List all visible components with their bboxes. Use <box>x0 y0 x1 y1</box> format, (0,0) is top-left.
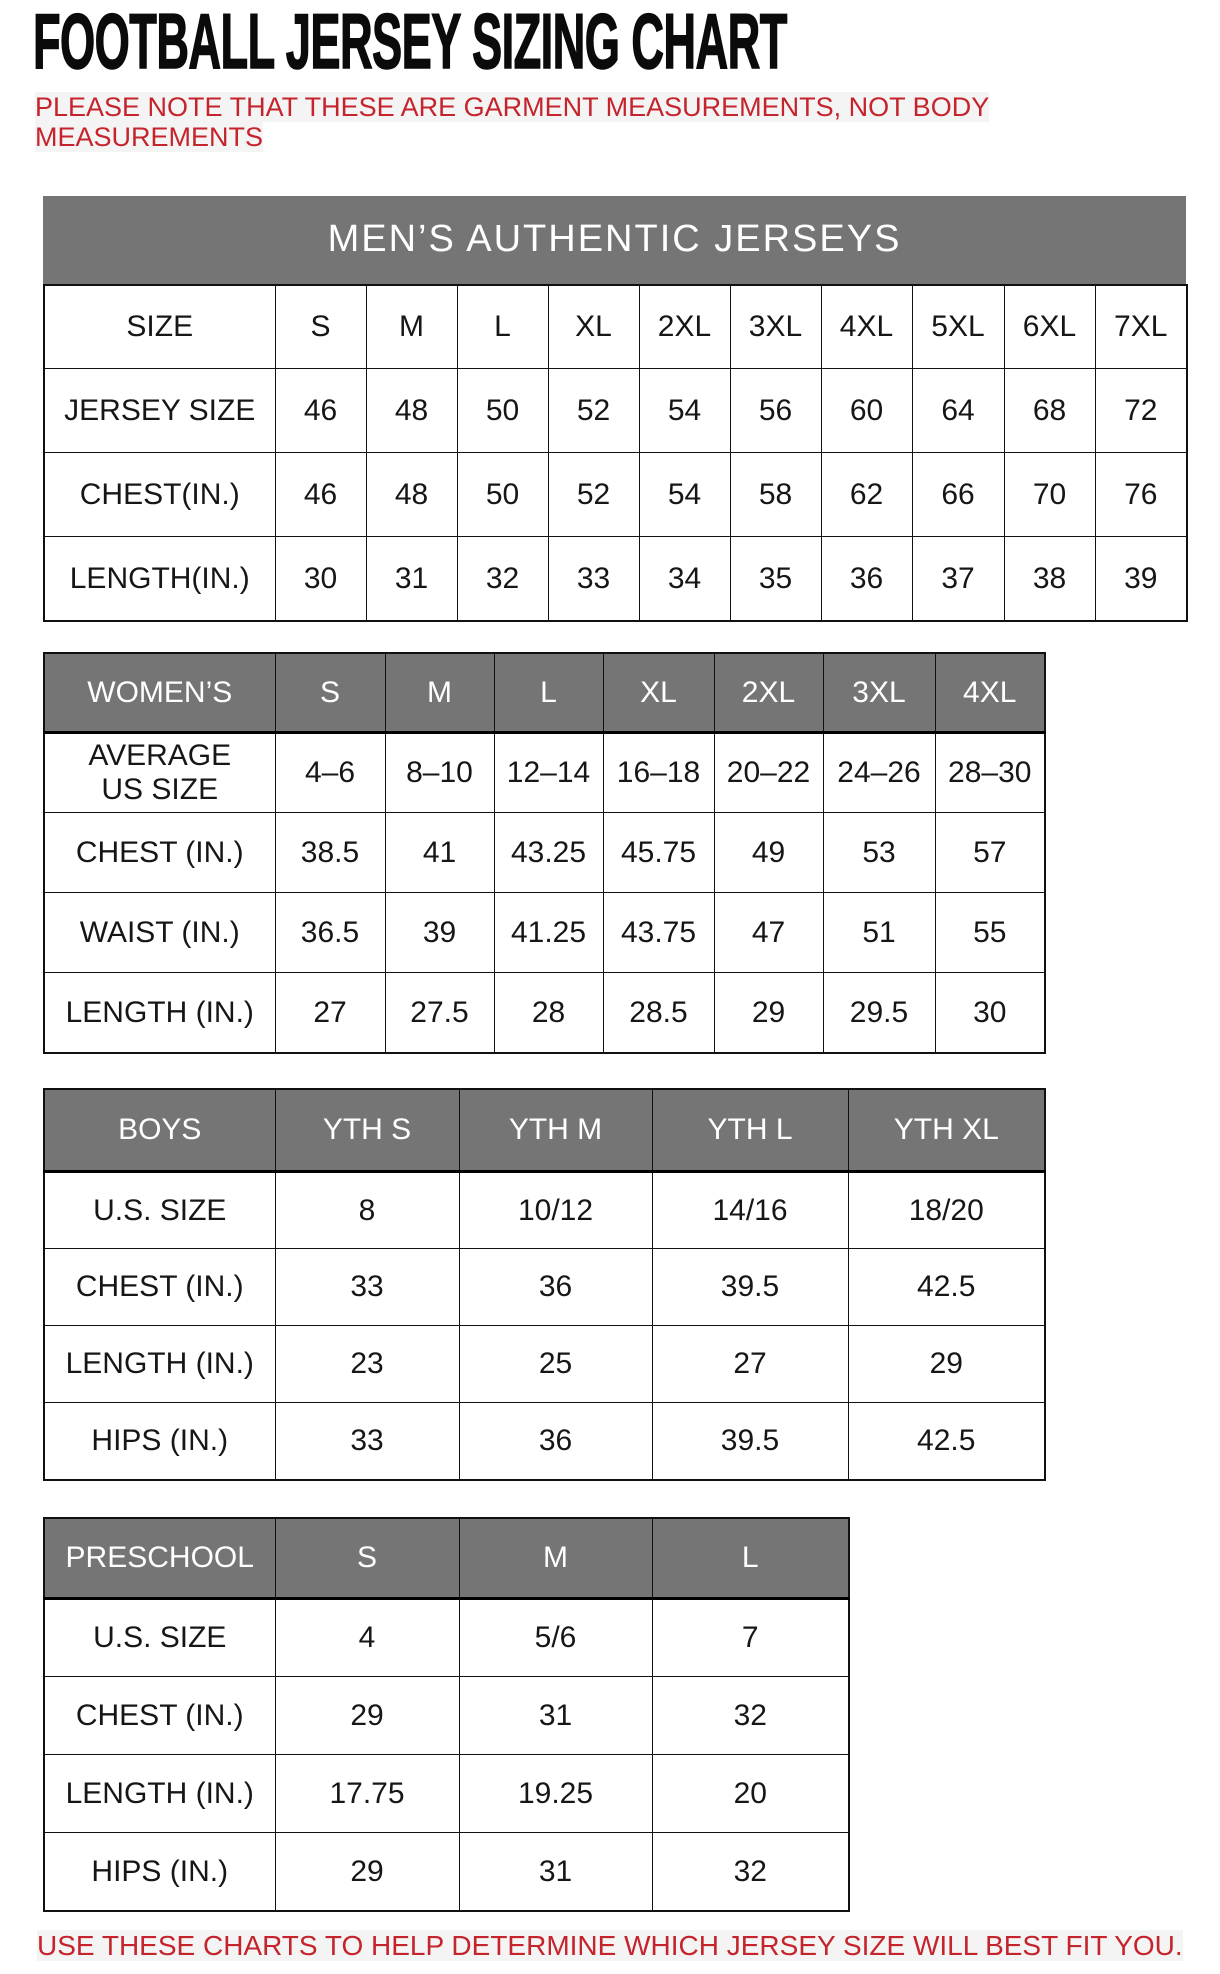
womens-value-cell: 39 <box>385 893 494 973</box>
womens-value-cell: 16–18 <box>603 733 714 813</box>
mens-header-m: M <box>366 285 457 369</box>
womens-header-2xl: 2XL <box>714 653 823 733</box>
preschool-value-cell: 29 <box>275 1677 459 1755</box>
note-line: PLEASE NOTE THAT THESE ARE GARMENT MEASUREMENTS, NOT BODY <box>35 91 990 122</box>
mens-row-label: JERSEY SIZE <box>44 369 275 453</box>
garment-measurement-note <box>35 92 1220 152</box>
preschool-value-cell: 5/6 <box>459 1599 652 1677</box>
boys-table-row <box>44 1326 1045 1403</box>
boys-value-cell: 36 <box>459 1403 652 1480</box>
boys-sizing-table <box>43 1088 1046 1481</box>
womens-sizing-table <box>43 652 1046 1054</box>
mens-authentic-jerseys-banner: MEN’S AUTHENTIC JERSEYS <box>43 196 1186 284</box>
mens-sizing-table <box>43 284 1188 622</box>
boys-table-row <box>44 1249 1045 1326</box>
boys-value-cell: 14/16 <box>652 1172 848 1249</box>
boys-value-cell: 10/12 <box>459 1172 652 1249</box>
mens-value-cell: 37 <box>912 537 1004 621</box>
preschool-header-label: PRESCHOOL <box>44 1518 275 1599</box>
preschool-value-cell: 19.25 <box>459 1755 652 1833</box>
mens-header-label: SIZE <box>44 285 275 369</box>
preschool-value-cell: 32 <box>652 1833 849 1911</box>
mens-header-4xl: 4XL <box>821 285 912 369</box>
womens-value-cell: 49 <box>714 813 823 893</box>
boys-value-cell: 42.5 <box>848 1249 1045 1326</box>
womens-table-row <box>44 893 1045 973</box>
boys-header-yth-m: YTH M <box>459 1089 652 1172</box>
womens-row-label <box>44 733 275 813</box>
mens-value-cell: 76 <box>1095 453 1187 537</box>
boys-header-label: BOYS <box>44 1089 275 1172</box>
preschool-value-cell: 31 <box>459 1677 652 1755</box>
preschool-sizing-table <box>43 1517 850 1912</box>
footer-line: USE THESE CHARTS TO HELP DETERMINE WHICH JERSEY SIZE WILL BEST FIT YOU. <box>37 1929 1183 1961</box>
boys-value-cell: 29 <box>848 1326 1045 1403</box>
mens-value-cell: 60 <box>821 369 912 453</box>
mens-table-row <box>44 537 1187 621</box>
preschool-row-label: HIPS (IN.) <box>44 1833 275 1911</box>
mens-value-cell: 72 <box>1095 369 1187 453</box>
womens-table-row <box>44 973 1045 1053</box>
womens-value-cell: 27.5 <box>385 973 494 1053</box>
mens-header-2xl: 2XL <box>639 285 730 369</box>
boys-value-cell: 39.5 <box>652 1403 848 1480</box>
womens-value-cell: 28 <box>494 973 603 1053</box>
boys-row-label: HIPS (IN.) <box>44 1403 275 1480</box>
boys-value-cell: 25 <box>459 1326 652 1403</box>
mens-value-cell: 46 <box>275 453 366 537</box>
womens-value-cell: 24–26 <box>823 733 935 813</box>
womens-value-cell: 4–6 <box>275 733 385 813</box>
mens-header-6xl: 6XL <box>1004 285 1095 369</box>
boys-row-label: LENGTH (IN.) <box>44 1326 275 1403</box>
boys-value-cell: 8 <box>275 1172 459 1249</box>
womens-value-cell: 29.5 <box>823 973 935 1053</box>
womens-header-xl: XL <box>603 653 714 733</box>
preschool-row-label: CHEST (IN.) <box>44 1677 275 1755</box>
womens-value-cell: 41 <box>385 813 494 893</box>
womens-value-cell: 36.5 <box>275 893 385 973</box>
mens-value-cell: 36 <box>821 537 912 621</box>
womens-value-cell: 8–10 <box>385 733 494 813</box>
womens-row-label: LENGTH (IN.) <box>44 973 275 1053</box>
mens-value-cell: 54 <box>639 453 730 537</box>
mens-value-cell: 64 <box>912 369 1004 453</box>
womens-value-cell: 29 <box>714 973 823 1053</box>
womens-table-row <box>44 733 1045 813</box>
womens-value-cell: 27 <box>275 973 385 1053</box>
preschool-header-m: M <box>459 1518 652 1599</box>
boys-row-label: CHEST (IN.) <box>44 1249 275 1326</box>
mens-value-cell: 50 <box>457 453 548 537</box>
womens-value-cell: 47 <box>714 893 823 973</box>
mens-value-cell: 38 <box>1004 537 1095 621</box>
womens-header-4xl: 4XL <box>935 653 1045 733</box>
mens-header-5xl: 5XL <box>912 285 1004 369</box>
mens-value-cell: 48 <box>366 453 457 537</box>
preschool-header-l: L <box>652 1518 849 1599</box>
mens-value-cell: 66 <box>912 453 1004 537</box>
preschool-value-cell: 20 <box>652 1755 849 1833</box>
note-line: MEASUREMENTS <box>35 121 264 152</box>
page-title: FOOTBALL JERSEY SIZING CHART <box>33 0 787 85</box>
boys-table-row <box>44 1172 1045 1249</box>
preschool-table-row <box>44 1677 849 1755</box>
boys-header-yth-xl: YTH XL <box>848 1089 1045 1172</box>
preschool-table-row <box>44 1833 849 1911</box>
womens-value-cell: 55 <box>935 893 1045 973</box>
boys-header-yth-l: YTH L <box>652 1089 848 1172</box>
boys-value-cell: 33 <box>275 1403 459 1480</box>
boys-value-cell: 42.5 <box>848 1403 1045 1480</box>
mens-value-cell: 54 <box>639 369 730 453</box>
boys-value-cell: 33 <box>275 1249 459 1326</box>
mens-row-label: CHEST(IN.) <box>44 453 275 537</box>
mens-value-cell: 30 <box>275 537 366 621</box>
womens-value-cell: 20–22 <box>714 733 823 813</box>
boys-header-yth-s: YTH S <box>275 1089 459 1172</box>
womens-value-cell: 53 <box>823 813 935 893</box>
womens-value-cell: 28–30 <box>935 733 1045 813</box>
womens-value-cell: 45.75 <box>603 813 714 893</box>
womens-row-label: CHEST (IN.) <box>44 813 275 893</box>
mens-header-xl: XL <box>548 285 639 369</box>
womens-value-cell: 38.5 <box>275 813 385 893</box>
boys-value-cell: 23 <box>275 1326 459 1403</box>
mens-value-cell: 56 <box>730 369 821 453</box>
womens-header-l: L <box>494 653 603 733</box>
mens-value-cell: 31 <box>366 537 457 621</box>
mens-value-cell: 62 <box>821 453 912 537</box>
boys-value-cell: 39.5 <box>652 1249 848 1326</box>
mens-value-cell: 35 <box>730 537 821 621</box>
womens-value-cell: 57 <box>935 813 1045 893</box>
preschool-row-label: U.S. SIZE <box>44 1599 275 1677</box>
womens-header-m: M <box>385 653 494 733</box>
preschool-value-cell: 7 <box>652 1599 849 1677</box>
womens-value-cell: 43.75 <box>603 893 714 973</box>
mens-table-row <box>44 369 1187 453</box>
womens-value-cell: 43.25 <box>494 813 603 893</box>
preschool-table-row <box>44 1755 849 1833</box>
preschool-value-cell: 31 <box>459 1833 652 1911</box>
mens-value-cell: 52 <box>548 453 639 537</box>
mens-header-l: L <box>457 285 548 369</box>
mens-table-row <box>44 453 1187 537</box>
preschool-value-cell: 4 <box>275 1599 459 1677</box>
mens-value-cell: 32 <box>457 537 548 621</box>
womens-header-3xl: 3XL <box>823 653 935 733</box>
mens-row-label: LENGTH(IN.) <box>44 537 275 621</box>
preschool-row-label: LENGTH (IN.) <box>44 1755 275 1833</box>
womens-row-label-line: AVERAGE <box>88 739 232 773</box>
mens-value-cell: 52 <box>548 369 639 453</box>
womens-row-label-line: US SIZE <box>101 773 219 807</box>
mens-value-cell: 33 <box>548 537 639 621</box>
mens-value-cell: 39 <box>1095 537 1187 621</box>
boys-table-row <box>44 1403 1045 1480</box>
womens-header-label: WOMEN’S <box>44 653 275 733</box>
preschool-value-cell: 32 <box>652 1677 849 1755</box>
womens-value-cell: 12–14 <box>494 733 603 813</box>
mens-value-cell: 70 <box>1004 453 1095 537</box>
mens-value-cell: 68 <box>1004 369 1095 453</box>
womens-value-cell: 30 <box>935 973 1045 1053</box>
preschool-value-cell: 17.75 <box>275 1755 459 1833</box>
womens-header-s: S <box>275 653 385 733</box>
preschool-table-row <box>44 1599 849 1677</box>
mens-value-cell: 34 <box>639 537 730 621</box>
mens-value-cell: 58 <box>730 453 821 537</box>
womens-value-cell: 28.5 <box>603 973 714 1053</box>
mens-header-7xl: 7XL <box>1095 285 1187 369</box>
boys-value-cell: 18/20 <box>848 1172 1045 1249</box>
mens-value-cell: 48 <box>366 369 457 453</box>
preschool-header-s: S <box>275 1518 459 1599</box>
womens-row-label: WAIST (IN.) <box>44 893 275 973</box>
womens-value-cell: 51 <box>823 893 935 973</box>
boys-row-label: U.S. SIZE <box>44 1172 275 1249</box>
womens-table-row <box>44 813 1045 893</box>
mens-value-cell: 46 <box>275 369 366 453</box>
preschool-value-cell: 29 <box>275 1833 459 1911</box>
footer-note <box>37 1930 1220 1962</box>
boys-value-cell: 36 <box>459 1249 652 1326</box>
mens-header-3xl: 3XL <box>730 285 821 369</box>
mens-header-s: S <box>275 285 366 369</box>
mens-value-cell: 50 <box>457 369 548 453</box>
womens-value-cell: 41.25 <box>494 893 603 973</box>
boys-value-cell: 27 <box>652 1326 848 1403</box>
